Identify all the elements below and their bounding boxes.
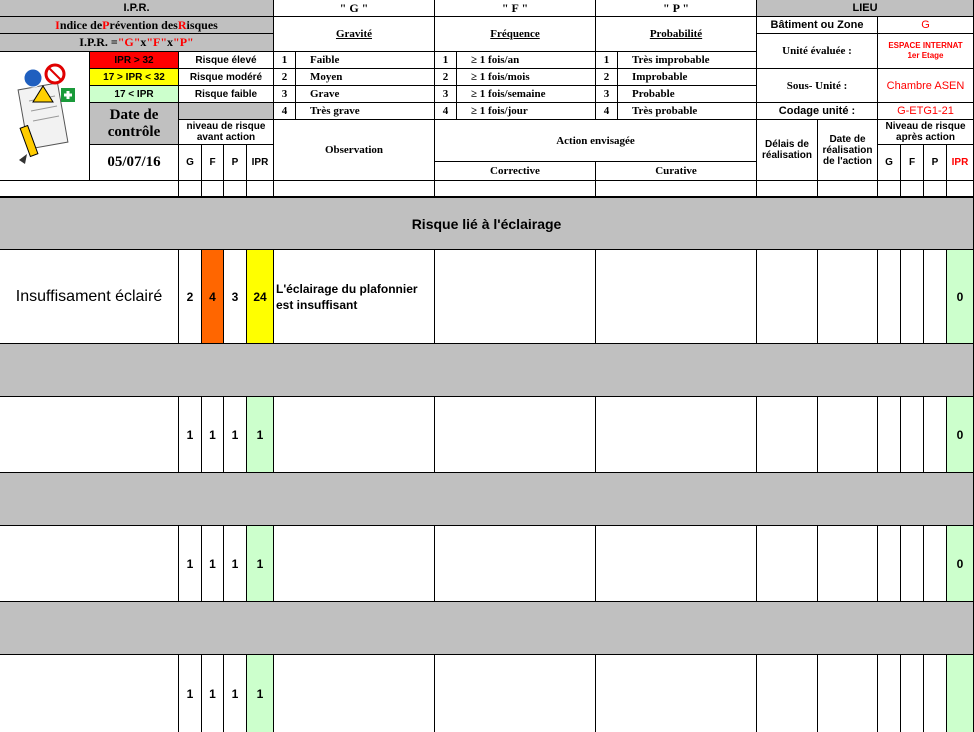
- risk-p-after[interactable]: [924, 526, 947, 602]
- legend-range-medium: 17 > IPR < 32: [90, 69, 179, 86]
- risk-g-after[interactable]: [878, 526, 901, 602]
- action-envisagee-header: Action envisagée: [435, 120, 757, 162]
- delais-cell[interactable]: [757, 397, 818, 473]
- sous-unite-label: Sous- Unité :: [757, 69, 878, 103]
- risk-f-after[interactable]: [901, 655, 924, 732]
- g-level-label: Très grave: [296, 103, 435, 120]
- spacer-cell: [435, 181, 596, 197]
- observation-cell[interactable]: [274, 526, 435, 602]
- risk-f-before[interactable]: 1: [202, 655, 224, 732]
- p-subtitle: Probabilité: [596, 17, 757, 52]
- risk-ipr-before[interactable]: 24: [247, 250, 274, 344]
- codage-value[interactable]: G-ETG1-21: [878, 103, 974, 120]
- g-level-label: Faible: [296, 52, 435, 69]
- legend-label-high: Risque élevé: [179, 52, 274, 69]
- p-level: 2: [596, 69, 618, 86]
- risk-g-after[interactable]: [878, 397, 901, 473]
- risk-f-before[interactable]: 4: [202, 250, 224, 344]
- f-level: 1: [435, 52, 457, 69]
- f-level: 4: [435, 103, 457, 120]
- g-title: " G ": [274, 0, 435, 17]
- ipr-desc-part: ndice de: [59, 17, 103, 32]
- spacer-cell: [596, 181, 757, 197]
- observation-cell[interactable]: [274, 397, 435, 473]
- f-title: " F ": [435, 0, 596, 17]
- spacer-cell: [901, 181, 924, 197]
- risk-label[interactable]: Insuffisament éclairé: [0, 250, 179, 344]
- delais-header: Délais de réalisation: [757, 120, 818, 181]
- observation-cell[interactable]: [274, 655, 435, 732]
- f-level-label: ≥ 1 fois/jour: [457, 103, 596, 120]
- spacer-cell: [0, 181, 179, 197]
- formula-part: x: [140, 35, 147, 49]
- curative-cell[interactable]: [596, 250, 757, 344]
- niveau-avant-label: niveau de risque avant action: [179, 120, 274, 145]
- spacer-cell: [179, 181, 202, 197]
- ipr-description: [0, 17, 274, 34]
- formula-part: x: [167, 35, 174, 49]
- date-label: Date de contrôle: [90, 103, 179, 145]
- blank-cell: [179, 103, 274, 120]
- date-realisation-cell[interactable]: [818, 655, 878, 732]
- safety-logo: [0, 52, 90, 181]
- risk-label[interactable]: [0, 655, 179, 732]
- g-level-label: Grave: [296, 86, 435, 103]
- ipr-desc-part: révention des: [109, 17, 178, 32]
- g-level: 2: [274, 69, 296, 86]
- risk-ipr-after[interactable]: 0: [947, 397, 974, 473]
- batiment-label: Bâtiment ou Zone: [757, 17, 878, 34]
- niveau-apres-label: Niveau de risque après action: [878, 120, 974, 145]
- spacer-cell: [274, 181, 435, 197]
- delais-cell[interactable]: [757, 250, 818, 344]
- date-realisation-cell[interactable]: [818, 250, 878, 344]
- spacer-cell: [757, 181, 818, 197]
- col-g-after: G: [878, 145, 901, 181]
- p-level: 3: [596, 86, 618, 103]
- p-level: 1: [596, 52, 618, 69]
- risk-ipr-before[interactable]: 1: [247, 526, 274, 602]
- lieu-title: LIEU: [757, 0, 974, 17]
- unite-label: Unité évaluée :: [757, 34, 878, 69]
- f-level-label: ≥ 1 fois/semaine: [457, 86, 596, 103]
- risk-f-before[interactable]: 1: [202, 526, 224, 602]
- separator-band: [0, 344, 974, 397]
- p-level: 4: [596, 103, 618, 120]
- date-realisation-header: Date de réalisation de l'action: [818, 120, 878, 181]
- legend-range-low: 17 < IPR: [90, 86, 179, 103]
- risk-p-before[interactable]: 1: [224, 526, 247, 602]
- risk-p-after[interactable]: [924, 397, 947, 473]
- safety-signs-icon: [5, 56, 85, 176]
- risk-ipr-before[interactable]: 1: [247, 655, 274, 732]
- formula-f: "F": [146, 35, 168, 49]
- corrective-cell[interactable]: [435, 655, 596, 732]
- g-level-label: Moyen: [296, 69, 435, 86]
- curative-header: Curative: [596, 162, 757, 181]
- g-subtitle: Gravité: [274, 17, 435, 52]
- legend-range-high: IPR > 32: [90, 52, 179, 69]
- curative-cell[interactable]: [596, 655, 757, 732]
- risk-g-before[interactable]: 1: [179, 655, 202, 732]
- f-level: 2: [435, 69, 457, 86]
- f-level-label: ≥ 1 fois/mois: [457, 69, 596, 86]
- unite-value[interactable]: ESPACE INTERNAT 1er Etage: [878, 34, 974, 69]
- risk-f-before[interactable]: 1: [202, 397, 224, 473]
- spacer-cell: [202, 181, 224, 197]
- formula-g: "G": [117, 35, 141, 49]
- risk-f-after[interactable]: [901, 526, 924, 602]
- date-realisation-cell[interactable]: [818, 526, 878, 602]
- f-level: 3: [435, 86, 457, 103]
- g-level: 3: [274, 86, 296, 103]
- risk-p-before[interactable]: 1: [224, 397, 247, 473]
- col-p-before: P: [224, 145, 247, 181]
- date-value[interactable]: 05/07/16: [90, 145, 179, 181]
- g-level: 4: [274, 103, 296, 120]
- legend-label-low: Risque faible: [179, 86, 274, 103]
- risk-p-after[interactable]: [924, 250, 947, 344]
- risk-f-after[interactable]: [901, 397, 924, 473]
- risk-ipr-before[interactable]: 1: [247, 397, 274, 473]
- p-title: " P ": [596, 0, 757, 17]
- ipr-formula: [0, 34, 274, 52]
- sous-unite-value[interactable]: Chambre ASEN: [878, 69, 974, 103]
- section-title: Risque lié à l'éclairage: [0, 197, 974, 250]
- spacer-cell: [924, 181, 947, 197]
- batiment-value[interactable]: G: [878, 17, 974, 34]
- date-realisation-cell[interactable]: [818, 397, 878, 473]
- separator-band: [0, 473, 974, 526]
- f-subtitle: Fréquence: [435, 17, 596, 52]
- ipr-desc-i: I: [55, 17, 60, 32]
- corrective-cell[interactable]: [435, 397, 596, 473]
- codage-label: Codage unité :: [757, 103, 878, 120]
- curative-cell[interactable]: [596, 397, 757, 473]
- p-level-label: Improbable: [618, 69, 757, 86]
- risk-p-before[interactable]: 3: [224, 250, 247, 344]
- observation-cell[interactable]: L'éclairage du plafonnier est insuffisant: [274, 250, 435, 344]
- col-ipr-after: IPR: [947, 145, 974, 181]
- ipr-desc-p: P: [102, 17, 110, 32]
- risk-g-after[interactable]: [878, 250, 901, 344]
- risk-ipr-after[interactable]: 0: [947, 526, 974, 602]
- risk-g-before[interactable]: 2: [179, 250, 202, 344]
- legend-label-medium: Risque modéré: [179, 69, 274, 86]
- corrective-cell[interactable]: [435, 250, 596, 344]
- col-g-before: G: [179, 145, 202, 181]
- risk-p-before[interactable]: 1: [224, 655, 247, 732]
- risk-ipr-after[interactable]: [947, 655, 974, 732]
- col-f-before: F: [202, 145, 224, 181]
- p-level-label: Probable: [618, 86, 757, 103]
- ipr-title: I.P.R.: [0, 0, 274, 17]
- f-level-label: ≥ 1 fois/an: [457, 52, 596, 69]
- separator-band: [0, 602, 974, 655]
- delais-cell[interactable]: [757, 655, 818, 732]
- p-level-label: Très probable: [618, 103, 757, 120]
- risk-label[interactable]: [0, 526, 179, 602]
- col-f-after: F: [901, 145, 924, 181]
- spacer-cell: [878, 181, 901, 197]
- risk-label[interactable]: [0, 397, 179, 473]
- risk-g-after[interactable]: [878, 655, 901, 732]
- corrective-header: Corrective: [435, 162, 596, 181]
- spacer-cell: [247, 181, 274, 197]
- p-level-label: Très improbable: [618, 52, 757, 69]
- risk-g-before[interactable]: 1: [179, 526, 202, 602]
- delais-cell[interactable]: [757, 526, 818, 602]
- risk-ipr-after[interactable]: 0: [947, 250, 974, 344]
- col-ipr-before: IPR: [247, 145, 274, 181]
- corrective-cell[interactable]: [435, 526, 596, 602]
- formula-part: I.P.R. =: [79, 35, 118, 49]
- risk-g-before[interactable]: 1: [179, 397, 202, 473]
- ipr-desc-part: isques: [186, 17, 218, 32]
- col-p-after: P: [924, 145, 947, 181]
- curative-cell[interactable]: [596, 526, 757, 602]
- formula-p: "P": [173, 35, 194, 49]
- g-level: 1: [274, 52, 296, 69]
- spacer-cell: [818, 181, 878, 197]
- ipr-desc-r: R: [177, 17, 187, 32]
- risk-p-after[interactable]: [924, 655, 947, 732]
- risk-f-after[interactable]: [901, 250, 924, 344]
- spacer-cell: [947, 181, 974, 197]
- observation-header: Observation: [274, 120, 435, 181]
- spacer-cell: [224, 181, 247, 197]
